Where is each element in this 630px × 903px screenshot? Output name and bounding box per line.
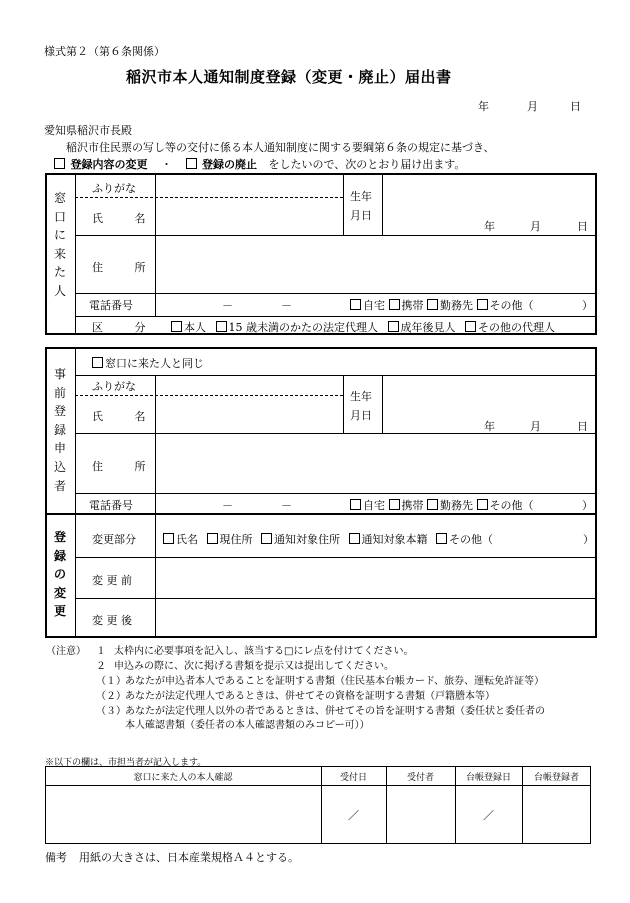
visitor-phone-label: 電話番号 <box>89 299 133 312</box>
note-s1-num: （１） <box>96 676 126 687</box>
change-before-label: 変 更 前 <box>92 574 132 587</box>
visitor-phone-dash-2: － <box>281 299 292 312</box>
checkbox-change-address[interactable] <box>207 533 218 544</box>
note-1-num: １ <box>96 646 106 657</box>
note-sub-3b: 本人確認書類（委任者の本人確認書類のみコピー可）） <box>125 720 370 731</box>
applicant-side-label: 事 前 登 録 申 込 者 <box>53 367 66 493</box>
visitor-phone-other: その他（ <box>489 299 534 312</box>
visitor-furigana-label: ふりがな <box>92 182 136 195</box>
applicant-address-label: 住 所 <box>92 460 160 473</box>
checkbox-change-other[interactable] <box>436 533 447 544</box>
note-sub-2: あなたが法定代理人であるときは、併せてその資格を証明する書類（戸籍謄本等） <box>125 691 495 702</box>
checkbox-applicant-work[interactable] <box>427 499 438 510</box>
visitor-side-label: 窓 口 に 来 た 人 <box>53 191 66 298</box>
applicant-furigana-label: ふりがな <box>92 380 136 393</box>
visitor-category-options: 本人 15 歳未満のかたの法定代理人 成年後見人 その他の代理人 <box>171 319 555 335</box>
office-header-received-date: 受付日 <box>339 773 367 783</box>
applicant-birth-label-2: 月日 <box>350 409 372 422</box>
visitor-phone-close: ） <box>582 299 593 312</box>
checkbox-applicant-mobile[interactable] <box>389 499 400 510</box>
applicant-phone-types: 自宅 携帯 勤務先 その他（ <box>350 497 534 513</box>
note-sub-1: あなたが申込者本人であることを証明する書類（住民基本台帳カード、旅券、運転免許証等） <box>125 676 545 687</box>
note-2-num: ２ <box>96 661 106 672</box>
visitor-birth-label-2: 月日 <box>350 209 372 222</box>
separator-dot: ・ <box>161 158 172 171</box>
visitor-birth-month: 月 <box>530 220 541 233</box>
visitor-birth-year: 年 <box>484 220 495 233</box>
applicant-phone-close: ） <box>582 499 593 512</box>
applicant-birth-day: 日 <box>577 420 588 433</box>
option-abolish-label: 登録の廃止 <box>202 158 257 171</box>
checkbox-visitor-other[interactable] <box>477 299 488 310</box>
visitor-phone-types <box>350 297 534 313</box>
change-part-close: ） <box>583 533 594 546</box>
note-2: 申込みの際に、次に掲げる書類を提示又は提出してください。 <box>114 661 394 672</box>
checkbox-applicant-home[interactable] <box>350 499 361 510</box>
office-note: ※以下の欄は、市担当者が記入します。 <box>45 758 207 768</box>
footer-text: 用紙の大きさは、日本産業規格Ａ４とする。 <box>79 851 299 864</box>
applicant-name-label: 氏 名 <box>92 410 160 423</box>
checkbox-applicant-other[interactable] <box>477 499 488 510</box>
applicant-same-as: 窓口に来た人と同じ <box>92 355 204 371</box>
visitor-phone-home: 自宅 <box>363 299 385 312</box>
visitor-category-label: 区 分 <box>92 321 160 334</box>
note-s2-num: （２） <box>96 691 126 702</box>
option-change-label: 登録内容の変更 <box>70 158 148 171</box>
checkbox-category-legal-rep[interactable] <box>216 321 227 332</box>
note-sub-3: あなたが法定代理人以外の者であるときは、併せてその旨を証明する書類（委任状と委任者の <box>125 706 545 717</box>
change-part-label: 変更部分 <box>92 533 136 546</box>
visitor-phone-dash-1: － <box>222 299 233 312</box>
received-date-slash: ／ <box>348 809 359 822</box>
office-header-identity: 窓口に来た人の本人確認 <box>133 773 233 783</box>
intro-text: 稲沢市住民票の写し等の交付に係る本人通知制度に関する要綱第６条の規定に基づき、 <box>66 141 495 154</box>
change-side-label: 登 録 の 変 更 <box>53 530 66 619</box>
date-year: 年 <box>478 100 489 113</box>
notes-label: （注意） <box>46 646 86 657</box>
note-s3-num: （３） <box>96 706 126 717</box>
checkbox-category-self[interactable] <box>171 321 182 332</box>
change-part-options: 氏名 現住所 通知対象住所 通知対象本籍 その他（ <box>163 531 493 547</box>
visitor-birth-day: 日 <box>577 220 588 233</box>
footer-label: 備考 <box>45 851 67 864</box>
office-header-ledger-registrar: 台帳登録者 <box>533 773 579 783</box>
checkbox-abolish[interactable] <box>186 158 197 169</box>
note-1: 太枠内に必要事項を記入し、該当する□にレ点を付けてください。 <box>114 646 414 657</box>
checkbox-change-name[interactable] <box>163 533 174 544</box>
visitor-name-label: 氏 名 <box>92 212 160 225</box>
checkbox-category-other-agent[interactable] <box>465 321 476 332</box>
form-title: 稲沢市本人通知制度登録（変更・廃止）届出書 <box>126 68 452 86</box>
checkbox-visitor-home[interactable] <box>350 299 361 310</box>
change-after-label: 変 更 後 <box>92 614 132 627</box>
applicant-phone-label: 電話番号 <box>89 499 133 512</box>
visitor-phone-mobile: 携帯 <box>401 299 424 312</box>
checkbox-change-notify-honseki[interactable] <box>349 533 360 544</box>
date-month: 月 <box>527 100 538 113</box>
office-header-receiver: 受付者 <box>406 773 434 783</box>
addressee: 愛知県稲沢市長殿 <box>44 124 132 137</box>
applicant-birth-label-1: 生年 <box>350 390 372 403</box>
visitor-birth-label-1: 生年 <box>350 190 372 203</box>
applicant-birth-year: 年 <box>484 420 495 433</box>
checkbox-category-guardian[interactable] <box>388 321 399 332</box>
office-header-ledger-date: 台帳登録日 <box>465 773 511 783</box>
date-day: 日 <box>570 100 581 113</box>
intro-tail: をしたいので、次のとおり届け出ます。 <box>268 158 466 171</box>
applicant-birth-month: 月 <box>530 420 541 433</box>
checkbox-visitor-mobile[interactable] <box>389 299 400 310</box>
applicant-phone-dash-1: － <box>222 499 233 512</box>
checkbox-change-notify-address[interactable] <box>261 533 272 544</box>
form-number: 様式第２（第６条関係） <box>44 45 165 58</box>
visitor-address-label: 住 所 <box>92 261 160 274</box>
checkbox-visitor-work[interactable] <box>427 299 438 310</box>
intro-options <box>54 156 465 172</box>
applicant-phone-dash-2: － <box>281 499 292 512</box>
checkbox-same-as-visitor[interactable] <box>92 357 103 368</box>
checkbox-change[interactable] <box>54 158 65 169</box>
visitor-phone-work: 勤務先 <box>440 299 473 312</box>
ledger-date-slash: ／ <box>483 809 494 822</box>
